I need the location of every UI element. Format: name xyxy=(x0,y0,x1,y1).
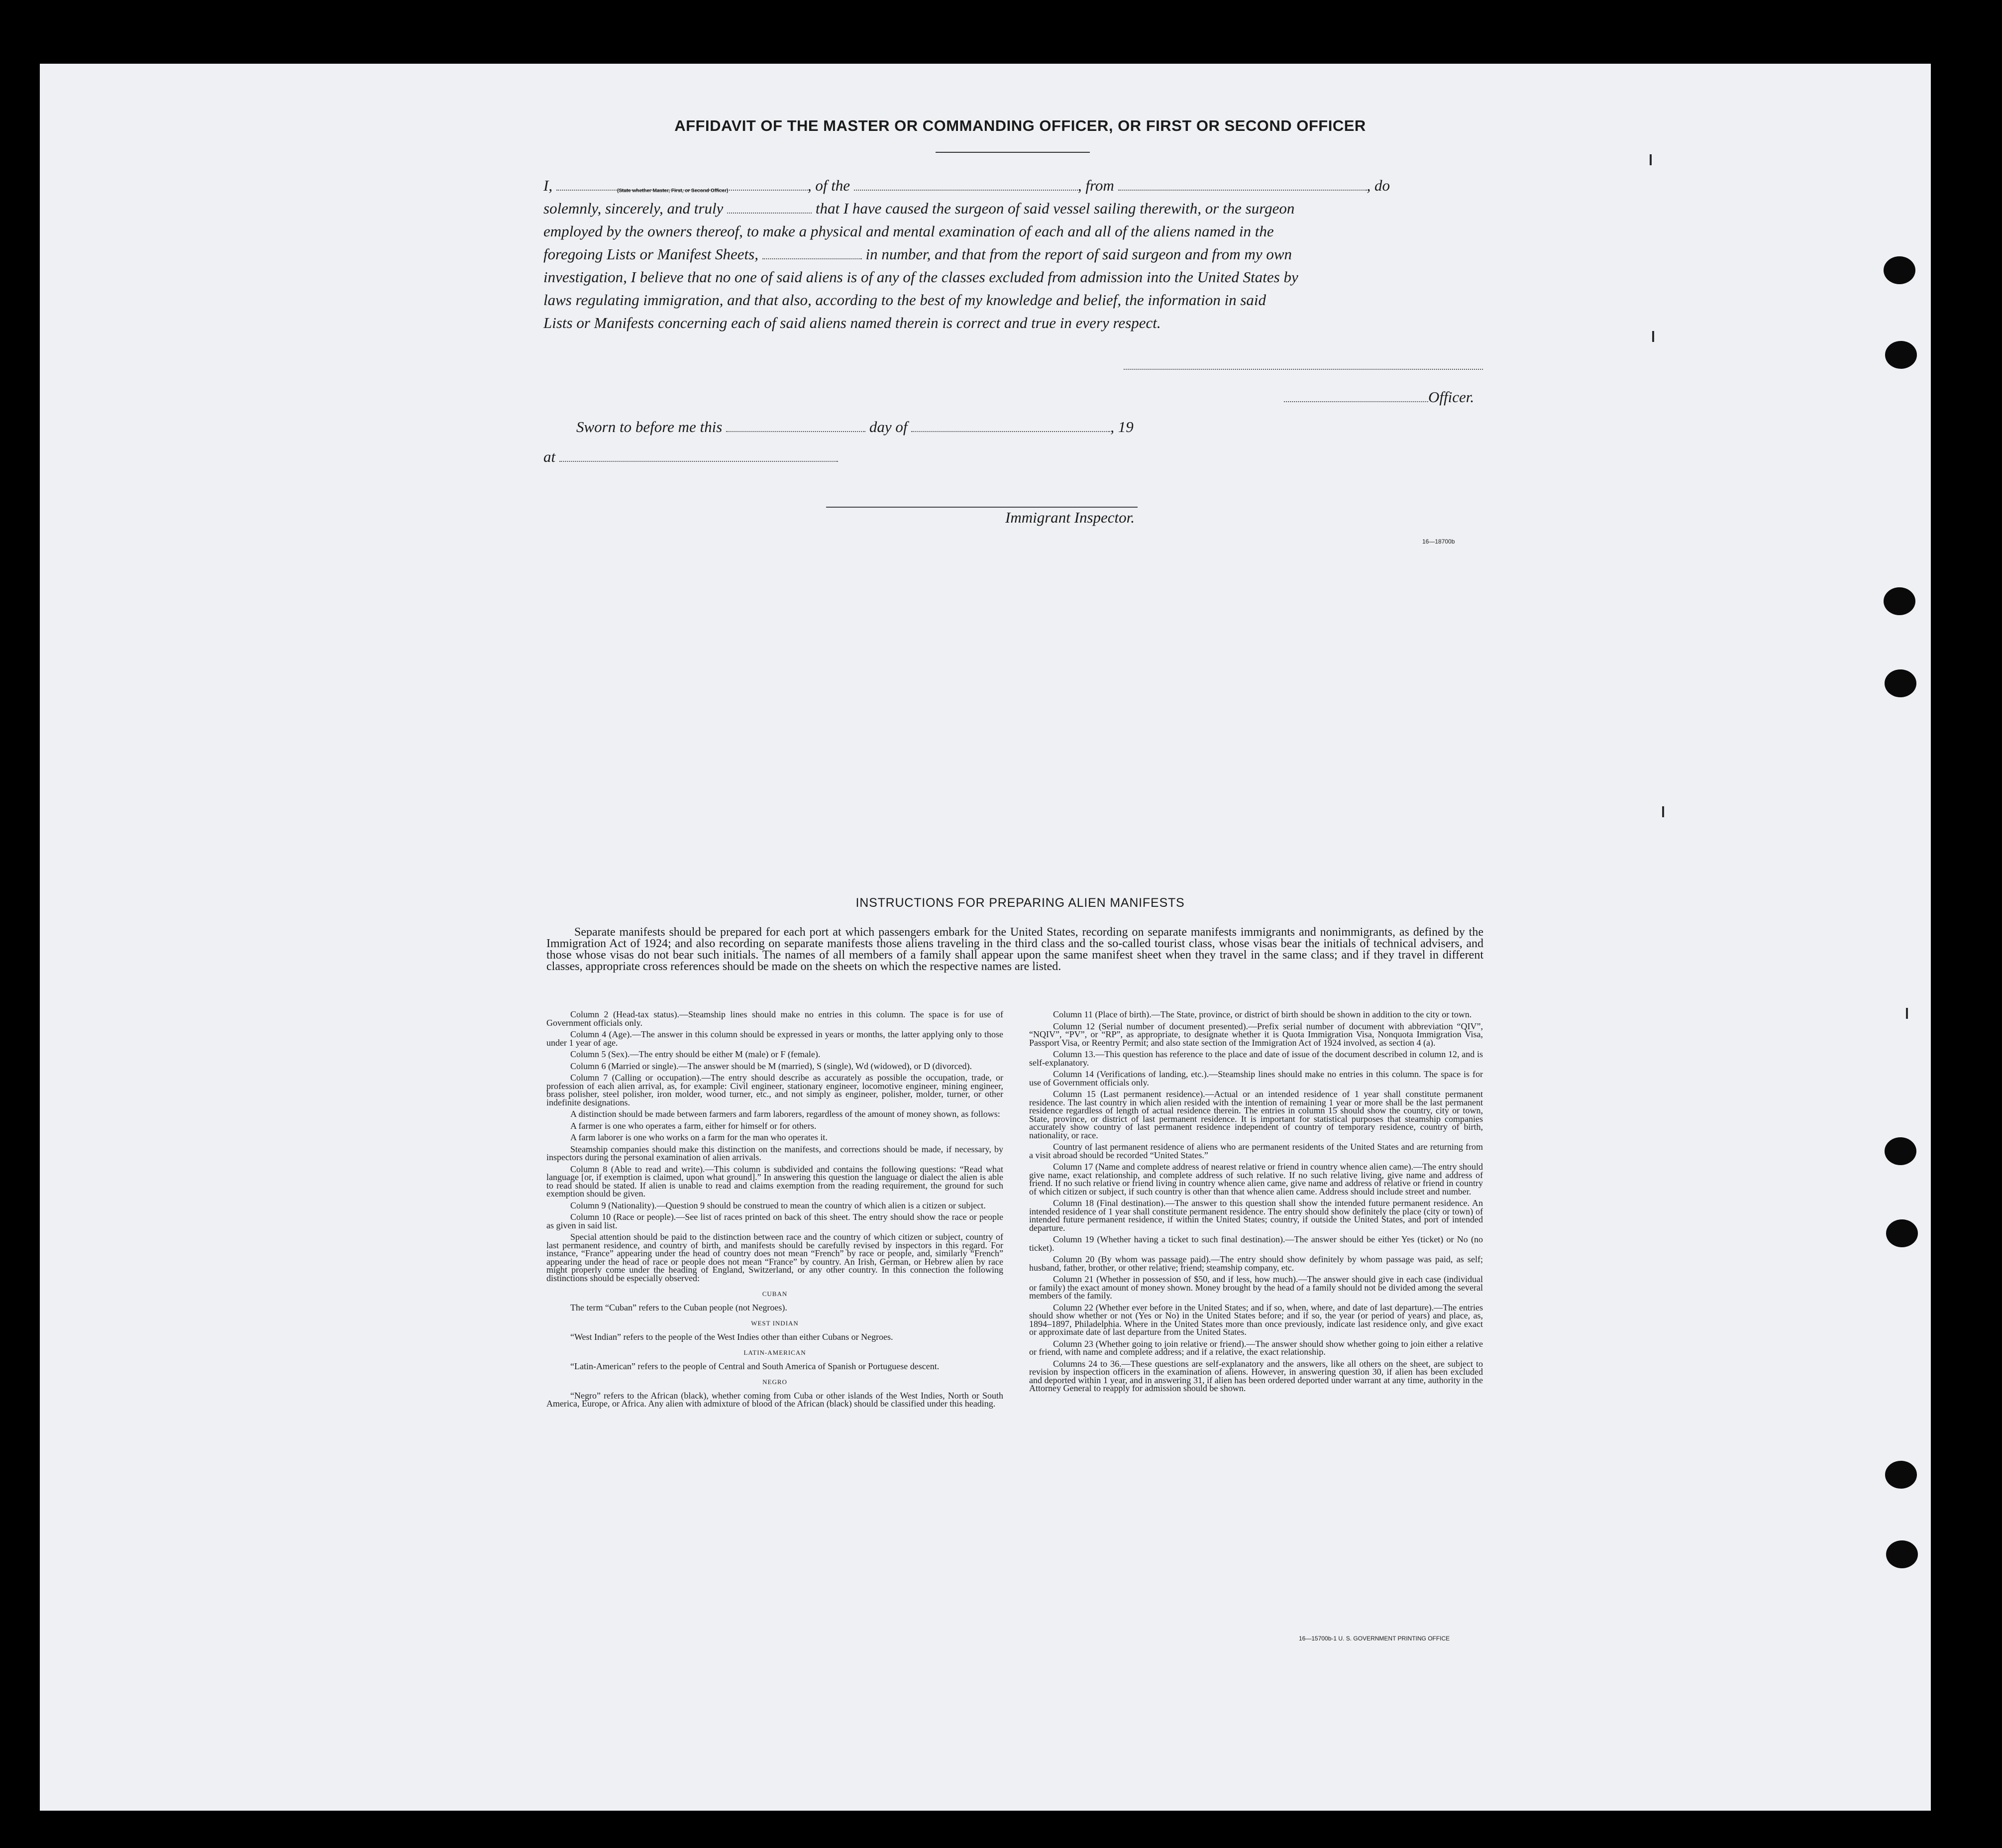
paragraph: Column 20 (By whom was passage paid).—The entry should show definitely by whom passage was paid, as self; husband, father, brother, or other relative; friend; steamship company, etc. xyxy=(1029,1254,1483,1273)
instructions-title: INSTRUCTIONS FOR PREPARING ALIEN MANIFESTS xyxy=(855,896,1185,910)
paragraph: A distinction should be made between farmers and farm laborers, regardless of the amount of money shown, as follows: xyxy=(570,1109,1000,1119)
text: in number, and that from the report of said surgeon and from my own xyxy=(865,245,1292,263)
text: solemnly, sincerely, and truly xyxy=(543,200,724,217)
sworn-month-blank[interactable] xyxy=(911,431,1110,432)
officer-signature-line[interactable] xyxy=(1124,369,1483,370)
paragraph: Column 12 (Serial number of document presented).—Prefix serial number of document with abbreviation “QIV”, “NQIV”, “PV”, or “RP”, as appropriate, to designate whether it is Quota Immigration Visa, Nonquota Immigration Visa, Passport Visa, or Reentry Permit; and also state section of the Immigration Act of 1924 involved, as section 4 (a). xyxy=(1029,1021,1483,1048)
title-rule xyxy=(936,152,1090,153)
affidavit-line-3: employed by the owners thereof, to make a physical and mental examination of each and all of the aliens named in the xyxy=(543,222,1274,240)
printing-office-footer: 16—15700b-1 U. S. GOVERNMENT PRINTING OFFICE xyxy=(1299,1635,1450,1642)
at-line xyxy=(543,448,838,466)
paragraph: Column 9 (Nationality).—Question 9 should be construed to mean the country of which alien is a citizen or subject. xyxy=(570,1200,986,1210)
text: , from xyxy=(1077,177,1114,194)
paragraph: Column 13.—This question has reference to the place and date of issue of the document described in column 12, and is self-explanatory. xyxy=(1029,1049,1483,1068)
officer-rank-hint: (State whether Master, First, or Second Officer) xyxy=(617,188,729,194)
paragraph: Column 7 (Calling or occupation).—The entry should describe as accurately as possible the occupation, trade, or profession of each alien arrival, as, for example: Civil engineer, stationary engineer, locomotive engineer, mining engineer, brass polisher, steel polisher, iron molder, wood turner, etc., and not simply as engineer, polisher, molder, turner, or other indefinite designations. xyxy=(546,1073,1003,1107)
paragraph: Column 17 (Name and complete address of nearest relative or friend in country whence alien came).—The entry should give name, exact relationship, and complete address of such relative. If no such relative living, give name and address of friend. If no such relative or friend living in country whence alien came, give name and address of relative or friend in country of which citizen or subject, if such country is other than that whence alien came. Address should include street and number. xyxy=(1029,1162,1483,1196)
paragraph: Column 2 (Head-tax status).—Steamship lines should make no entries in this column. The space is for use of Government officials only. xyxy=(546,1009,1003,1028)
paragraph: The term “Cuban” refers to the Cuban people (not Negroes). xyxy=(570,1302,787,1312)
paragraph: Column 10 (Race or people).—See list of races printed on back of this sheet. The entry should show the race or people as given in said list. xyxy=(546,1212,1003,1230)
section-heading: WEST INDIAN xyxy=(751,1319,799,1327)
sworn-day-blank[interactable] xyxy=(726,431,865,432)
text: Sworn to before me this xyxy=(576,418,723,435)
paragraph: Column 19 (Whether having a ticket to such final destination).—The answer should be either Yes (ticket) or No (no ticket). xyxy=(1029,1234,1483,1253)
paragraph: Column 6 (Married or single).—The answer should be M (married), S (single), Wd (widowed), or D (divorced). xyxy=(570,1061,972,1071)
text: Officer. xyxy=(1428,388,1475,406)
paragraph: Column 22 (Whether ever before in the United States; and if so, when, where, and date of last departure).—The entries should show whether or not (Yes or No) in the United States before; and if so, the year (or period of years) and place, as, 1894–1897, Philadelphia. Where in the United States more than once previously, indicate last residence only, and give exact or approximate date of last departure from the United States. xyxy=(1029,1302,1483,1337)
paragraph: Columns 24 to 36.—These questions are self-explanatory and the answers, like all others on the sheet, are subject to revision by inspection officers in the examination of aliens. However, in answering question 30, if alien has been excluded and deported within 1 year, and in answering 31, if alien has been ordered deported under warrant at any time, authority in the Attorney General to reapply for admission should be shown. xyxy=(1029,1358,1483,1393)
instructions-intro: Separate manifests should be prepared for each port at which passengers embark for the United States, recording on separate manifests immigrants and nonimmigrants, as defined by the Immigration Act of 1924; and also recording on separate manifests those aliens traveling in the third class and the so-called tourist class, whose visas bear the initials of technical advisers, and those whose visas do not bear such initials. The names of all members of a family shall appear upon the same manifest sheet when they travel in the same class; and if they travel in different classes, appropriate cross references should be made on the sheets on which the respective names are listed. xyxy=(546,926,1483,973)
instructions-right-column xyxy=(1029,1010,1483,1396)
officer-name-blank[interactable] xyxy=(1284,401,1428,402)
paragraph: Column 18 (Final destination).—The answer to this question shall show the intended future permanent residence. An intended residence of 1 year shall constitute permanent residence. The entry should show definitely the place (city or town) of intended future permanent residence, if within the United States; country, if outside the United States, and port of intended departure. xyxy=(1029,1198,1483,1233)
text: foregoing Lists or Manifest Sheets, xyxy=(543,245,758,263)
paragraph: A farm laborer is one who works on a farm for the man who operates it. xyxy=(570,1132,828,1142)
port-from-blank[interactable] xyxy=(1118,189,1367,191)
paragraph: Column 21 (Whether in possession of $50, and if less, how much).—The answer should give in each case (individual or family) the exact amount of money shown. Money brought by the head of a family should not be divided among the several members of the family. xyxy=(1029,1274,1483,1301)
section-heading: CUBAN xyxy=(762,1290,788,1298)
officer-label xyxy=(1284,388,1474,406)
inspector-label: Immigrant Inspector. xyxy=(1005,509,1135,526)
affidavit-body xyxy=(543,174,1482,334)
form-number: 16—18700b xyxy=(1422,538,1455,545)
paragraph: Column 5 (Sex).—The entry should be either M (male) or F (female). xyxy=(570,1049,821,1059)
text: , of the xyxy=(807,177,850,194)
instructions-left-column xyxy=(546,1010,1003,1412)
affidavit-line-2 xyxy=(543,197,1482,220)
text: , 19 xyxy=(1110,418,1134,435)
sworn-line xyxy=(576,418,1134,436)
paragraph: Column 23 (Whether going to join relative or friend).—The answer should show whether going to join either a relative or friend, with name and complete address; and if a relative, the exact relationship. xyxy=(1029,1338,1483,1357)
affidavit-line-6: laws regulating immigration, and that also, according to the best of my knowledge and belief, the information in said xyxy=(543,291,1266,309)
inspector-signature-line[interactable] xyxy=(826,507,1138,508)
text: that I have caused the surgeon of said vessel sailing therewith, or the surgeon xyxy=(815,200,1295,217)
paragraph: Column 4 (Age).—The answer in this column should be expressed in years or months, the latter applying only to those under 1 year of age. xyxy=(546,1029,1003,1048)
paragraph: Country of last permanent residence of aliens who are permanent residents of the United States and are returning from a visit abroad should be recorded “United States.” xyxy=(1029,1142,1483,1160)
text: day of xyxy=(869,418,908,435)
paragraph: Column 14 (Verifications of landing, etc.).—Steamship lines should make no entries in this column. The space is for use of Government officials only. xyxy=(1029,1069,1483,1087)
paragraph: “West Indian” refers to the people of the West Indies other than either Cubans or Negroes. xyxy=(570,1331,893,1342)
section-heading: LATIN-AMERICAN xyxy=(743,1349,806,1356)
section-heading: NEGRO xyxy=(762,1378,787,1386)
at-place-blank[interactable] xyxy=(559,460,838,462)
paragraph: Steamship companies should make this distinction on the manifests, and corrections should be made, if necessary, by inspectors during the personal examination of alien arrivals. xyxy=(546,1144,1003,1162)
paragraph: Special attention should be paid to the distinction between race and the country of which citizen or subject, country of last permanent residence, and country of birth, and manifests should be carefully revised by inspectors in this regard. For instance, “France” appearing under the head of country does not mean “French” by race or people, and, similarly “French” appearing under the head of race or people does not mean “France” by country. An Irish, German, or Hebrew alien by race might properly come under the heading of England, Switzerland, or any other country. In this connection the following distinctions should be especially observed: xyxy=(546,1232,1003,1283)
paragraph: Column 15 (Last permanent residence).—Actual or an intended residence of 1 year shall constitute permanent residence. The last country in which alien resided with the intention of remaining 1 year or more shall be the last permanent residence regardless of length of actual residence therein. The entries in column 15 should show the country, city or town, State, province, or district of last permanent residence. It is important for statistical purposes that steamship companies accurately show country of last permanent residence independent of country of temporary residence, country of birth, nationality, or race. xyxy=(1029,1089,1483,1140)
paragraph: A farmer is one who operates a farm, either for himself or for others. xyxy=(570,1120,817,1131)
text: I, xyxy=(543,177,553,194)
paragraph: Column 11 (Place of birth).—The State, province, or district of birth should be shown in addition to the city or town. xyxy=(1053,1009,1472,1019)
paragraph: “Negro” refers to the African (black), whether coming from Cuba or other islands of the West Indies, North or South America, Europe, or Africa. Any alien with admixture of blood of the African (black) should be classified under this heading. xyxy=(546,1390,1003,1409)
text: at xyxy=(543,448,556,465)
vessel-name-blank[interactable] xyxy=(854,189,1078,191)
affidavit-title: AFFIDAVIT OF THE MASTER OR COMMANDING OFFICER, OR FIRST OR SECOND OFFICER xyxy=(674,117,1366,134)
paragraph: Column 8 (Able to read and write).—This column is subdivided and contains the following questions: “Read what language [or, if exemption is claimed, upon what ground].” In answering this question the language or dialect the alien is able to read should be stated. If alien is unable to read and claims exemption from the reading requirement, the ground for such exemption should be given. xyxy=(546,1164,1003,1198)
text: , do xyxy=(1367,177,1390,194)
oath-blank[interactable] xyxy=(727,212,812,214)
affidavit-line-4 xyxy=(543,243,1482,266)
paragraph: “Latin-American” refers to the people of Central and South America of Spanish or Portuguese descent. xyxy=(570,1361,940,1371)
affidavit-line-5: investigation, I believe that no one of said aliens is of any of the classes excluded from admission into the United States by xyxy=(543,268,1298,286)
affidavit-line-1 xyxy=(543,174,1482,197)
affidavit-line-7: Lists or Manifests concerning each of said aliens named therein is correct and true in every respect. xyxy=(543,314,1161,331)
sheet-count-blank[interactable] xyxy=(762,258,862,259)
